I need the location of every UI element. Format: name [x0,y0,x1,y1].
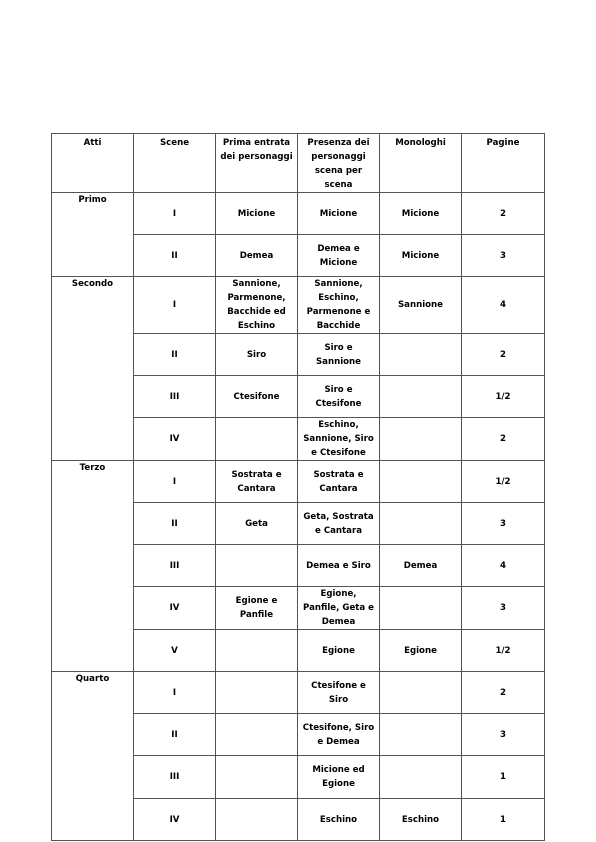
monologhi-cell [380,756,462,799]
header-monologhi: Monologhi [380,134,462,193]
prima-entrata-cell [216,799,298,841]
monologhi-cell [380,587,462,630]
pagine-cell: 1/2 [462,376,545,418]
monologhi-cell [380,334,462,376]
prima-entrata-cell [216,545,298,587]
pagine-cell: 3 [462,235,545,277]
table-body [52,193,545,841]
monologhi-cell: Egione [380,630,462,672]
monologhi-cell: Micione [380,235,462,277]
prima-entrata-cell: Ctesifone [216,376,298,418]
pagine-cell: 1/2 [462,630,545,672]
pagine-cell: 2 [462,193,545,235]
prima-entrata-cell [216,672,298,714]
monologhi-cell [380,503,462,545]
header-pagine: Pagine [462,134,545,193]
header-scene: Scene [134,134,216,193]
pagine-cell: 4 [462,277,545,334]
presenza-cell: Sannione, Eschino, Parmenone e Bacchide [298,277,380,334]
presenza-cell: Siro e Sannione [298,334,380,376]
scene-number: I [134,277,216,334]
presenza-cell: Demea e Micione [298,235,380,277]
pagine-cell: 4 [462,545,545,587]
presenza-cell: Siro e Ctesifone [298,376,380,418]
scene-table [51,133,545,841]
monologhi-cell [380,672,462,714]
scene-number: I [134,193,216,235]
monologhi-cell [380,714,462,756]
act-name-cell: Primo [52,193,134,277]
header-atti: Atti [52,134,134,193]
pagine-cell: 3 [462,587,545,630]
monologhi-cell: Eschino [380,799,462,841]
pagine-cell: 1/2 [462,461,545,503]
presenza-cell: Egione, Panfile, Geta e Demea [298,587,380,630]
presenza-cell: Egione [298,630,380,672]
pagine-cell: 1 [462,756,545,799]
prima-entrata-cell: Sostrata e Cantara [216,461,298,503]
prima-entrata-cell [216,714,298,756]
presenza-cell: Eschino [298,799,380,841]
scene-number: III [134,756,216,799]
prima-entrata-cell: Geta [216,503,298,545]
prima-entrata-cell: Siro [216,334,298,376]
act-name-cell: Quarto [52,672,134,841]
scene-number: IV [134,587,216,630]
table-row [52,277,545,334]
prima-entrata-cell [216,418,298,461]
prima-entrata-cell: Egione e Panfile [216,587,298,630]
table-row [52,461,545,503]
scene-number: I [134,461,216,503]
presenza-cell: Geta, Sostrata e Cantara [298,503,380,545]
pagine-cell: 3 [462,714,545,756]
pagine-cell: 1 [462,799,545,841]
scene-number: II [134,503,216,545]
scene-number: I [134,672,216,714]
pagine-cell: 2 [462,672,545,714]
scene-number: II [134,235,216,277]
header-prima-entrata: Prima entrata dei personaggi [216,134,298,193]
act-name-cell: Secondo [52,277,134,461]
prima-entrata-cell: Demea [216,235,298,277]
presenza-cell: Micione [298,193,380,235]
table-row [52,193,545,235]
scene-number: IV [134,418,216,461]
scene-number: IV [134,799,216,841]
monologhi-cell [380,418,462,461]
pagine-cell: 2 [462,418,545,461]
scene-number: III [134,376,216,418]
presenza-cell: Eschino, Sannione, Siro e Ctesifone [298,418,380,461]
prima-entrata-cell: Micione [216,193,298,235]
prima-entrata-cell [216,630,298,672]
table-row [52,672,545,714]
header-presenza: Presenza dei personaggi scena per scena [298,134,380,193]
scene-number: II [134,714,216,756]
monologhi-cell [380,376,462,418]
monologhi-cell: Demea [380,545,462,587]
presenza-cell: Ctesifone e Siro [298,672,380,714]
presenza-cell: Sostrata e Cantara [298,461,380,503]
act-name-cell: Terzo [52,461,134,672]
scene-number: II [134,334,216,376]
presenza-cell: Demea e Siro [298,545,380,587]
header-row [52,134,545,193]
pagine-cell: 2 [462,334,545,376]
presenza-cell: Ctesifone, Siro e Demea [298,714,380,756]
presenza-cell: Micione ed Egione [298,756,380,799]
monologhi-cell: Micione [380,193,462,235]
monologhi-cell [380,461,462,503]
scene-number: III [134,545,216,587]
scene-number: V [134,630,216,672]
pagine-cell: 3 [462,503,545,545]
prima-entrata-cell: Sannione, Parmenone, Bacchide ed Eschino [216,277,298,334]
monologhi-cell: Sannione [380,277,462,334]
prima-entrata-cell [216,756,298,799]
